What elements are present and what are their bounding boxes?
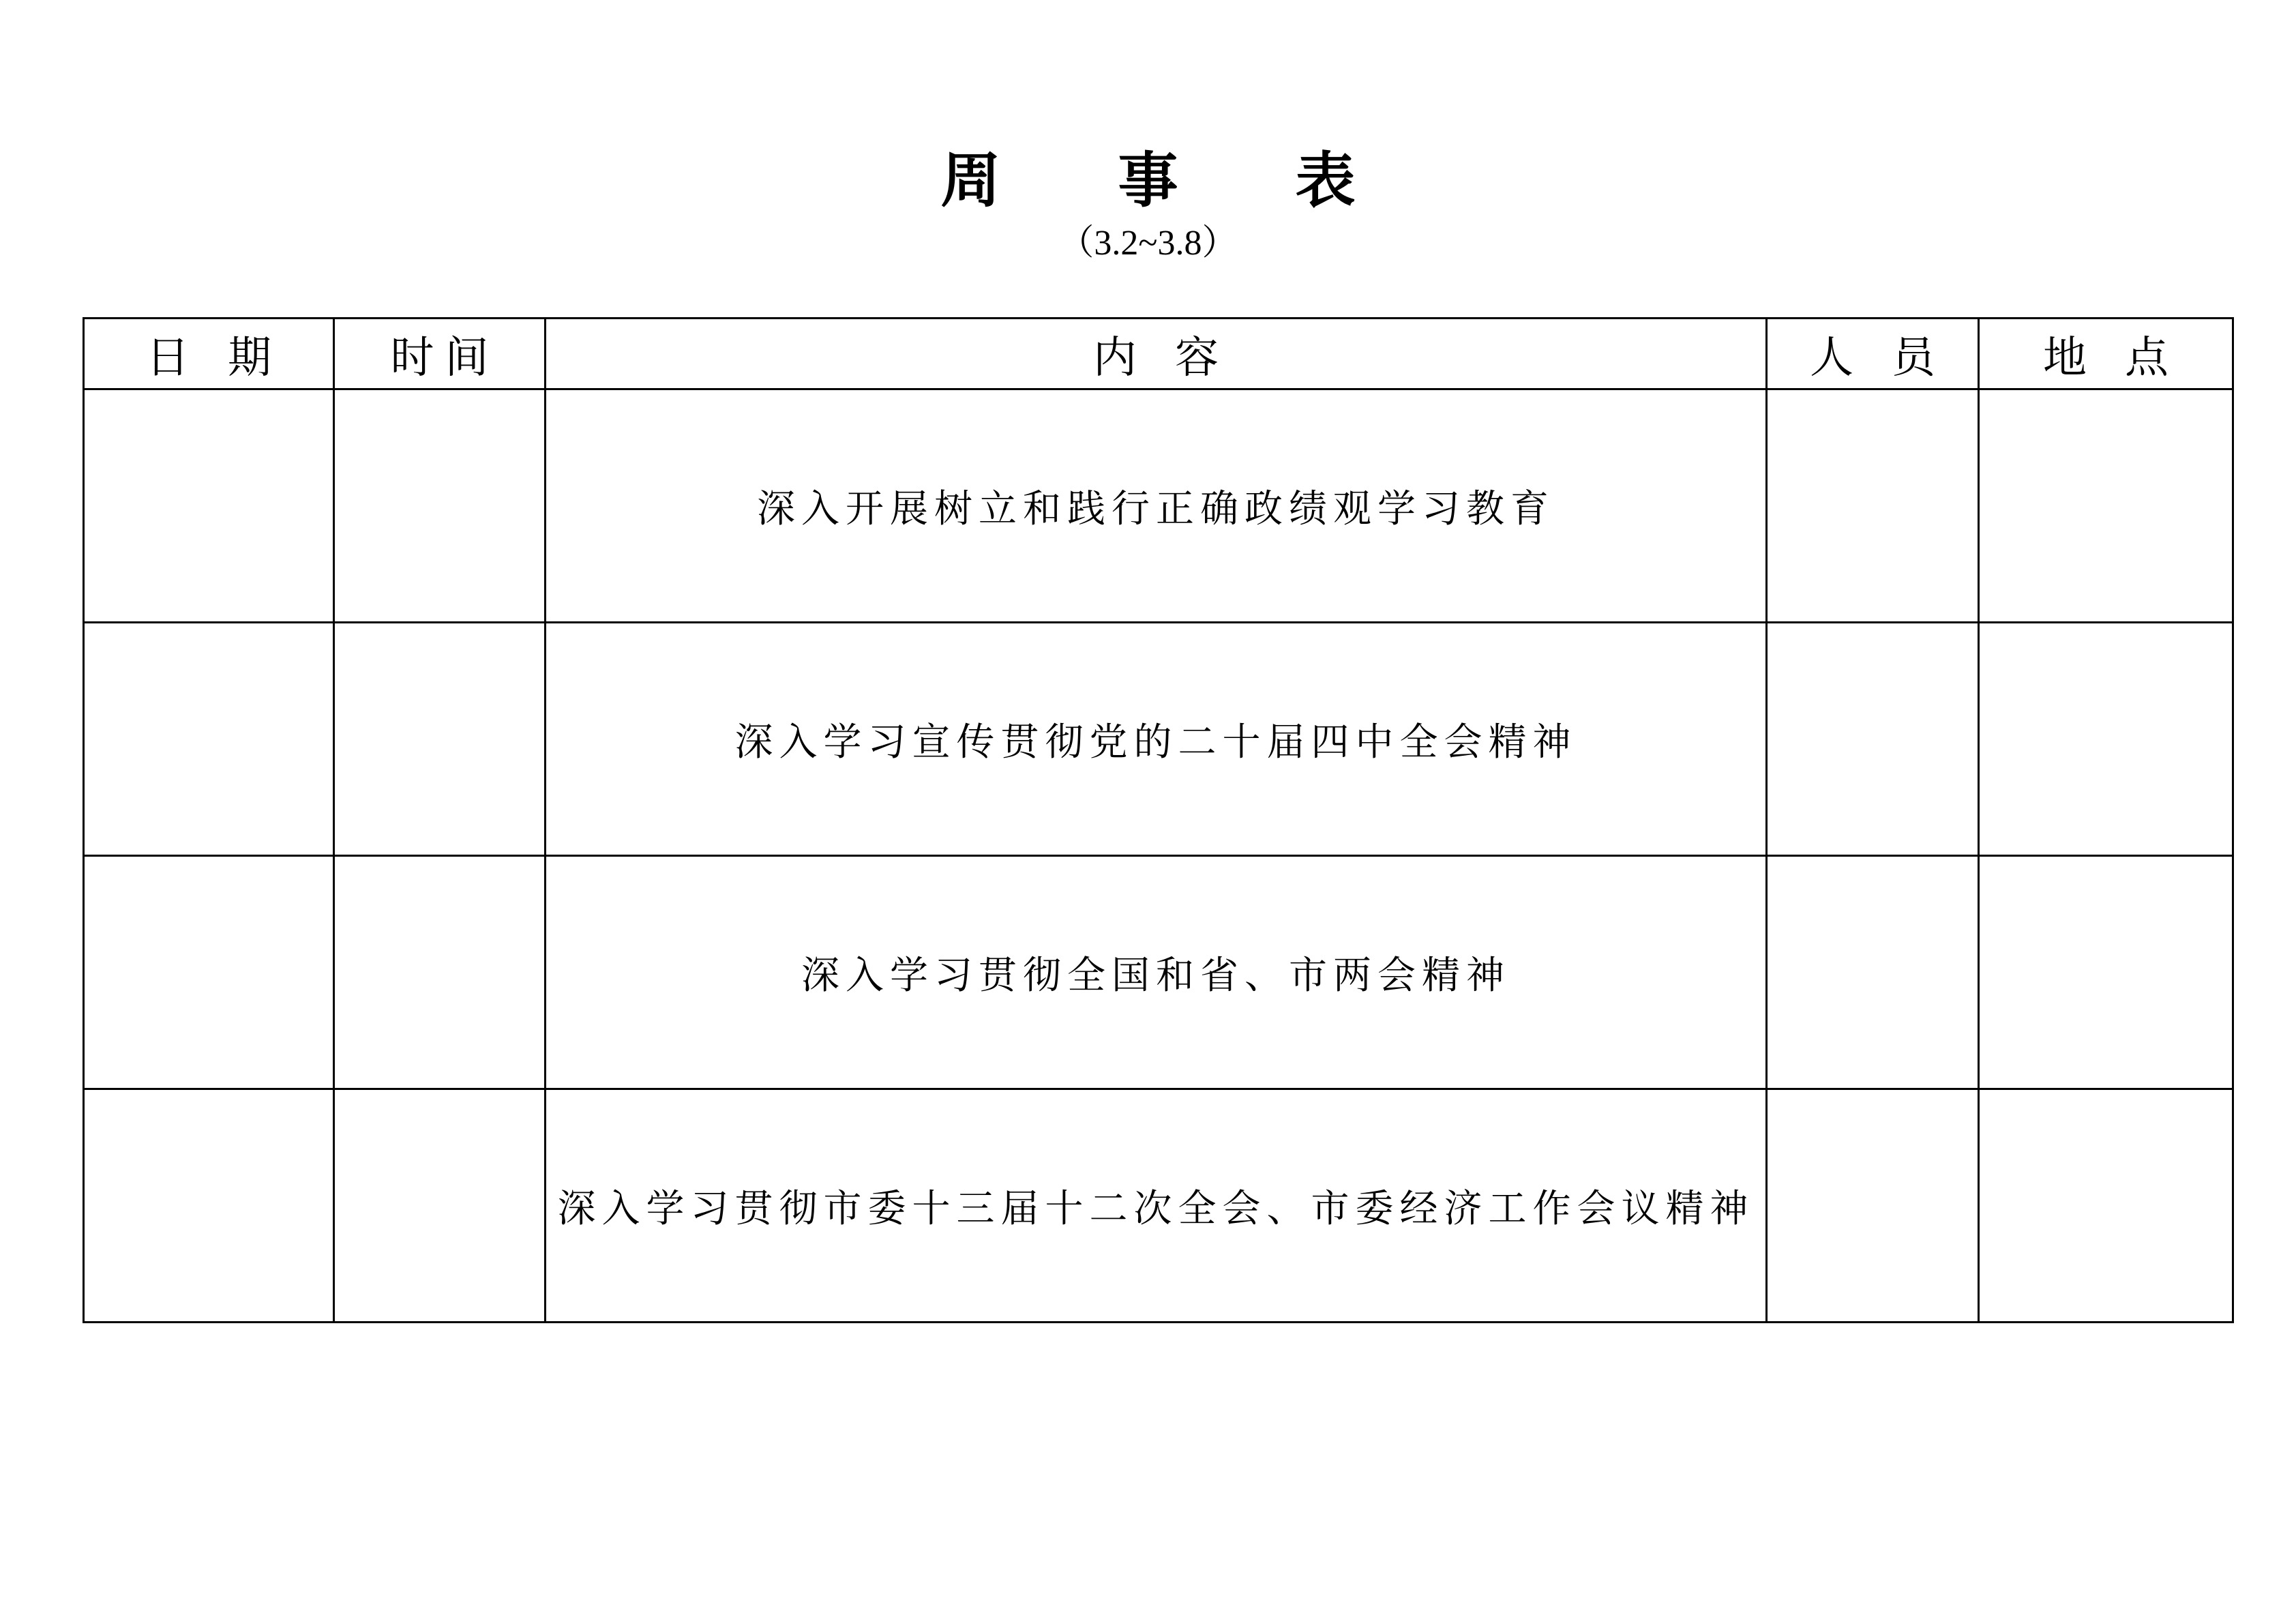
content-cell: 深入学习贯彻全国和省、市两会精神 <box>546 856 1767 1089</box>
time-cell <box>334 623 546 856</box>
time-cell <box>334 856 546 1089</box>
content-cell: 深入学习宣传贯彻党的二十届四中全会精神 <box>546 623 1767 856</box>
column-header-content: 内 容 <box>546 319 1767 389</box>
title-char: 事 <box>1118 145 1178 216</box>
date-cell <box>84 389 334 623</box>
place-cell <box>1979 1089 2233 1323</box>
column-header-time: 时 间 <box>334 319 546 389</box>
title-char: 周 <box>940 145 1001 216</box>
column-header-people: 人 员 <box>1767 319 1979 389</box>
page-title <box>0 140 2296 222</box>
table-row <box>84 1089 2233 1323</box>
title-char: 表 <box>1295 145 1356 216</box>
table-row <box>84 856 2233 1089</box>
place-cell <box>1979 856 2233 1089</box>
date-range-subtitle: （3.2~3.8） <box>1058 224 1238 263</box>
weekly-schedule-table <box>83 317 2234 1323</box>
table-row <box>84 389 2233 623</box>
column-header-date: 日 期 <box>84 319 334 389</box>
date-cell <box>84 1089 334 1323</box>
table-header-row <box>84 319 2233 389</box>
content-cell: 深入学习贯彻市委十三届十二次全会、市委经济工作会议精神 <box>546 1089 1767 1323</box>
people-cell <box>1767 623 1979 856</box>
date-cell <box>84 623 334 856</box>
people-cell <box>1767 389 1979 623</box>
content-cell: 深入开展树立和践行正确政绩观学习教育 <box>546 389 1767 623</box>
place-cell <box>1979 623 2233 856</box>
time-cell <box>334 1089 546 1323</box>
time-cell <box>334 389 546 623</box>
place-cell <box>1979 389 2233 623</box>
people-cell <box>1767 856 1979 1089</box>
column-header-place: 地 点 <box>1979 319 2233 389</box>
date-cell <box>84 856 334 1089</box>
table-row <box>84 623 2233 856</box>
people-cell <box>1767 1089 1979 1323</box>
